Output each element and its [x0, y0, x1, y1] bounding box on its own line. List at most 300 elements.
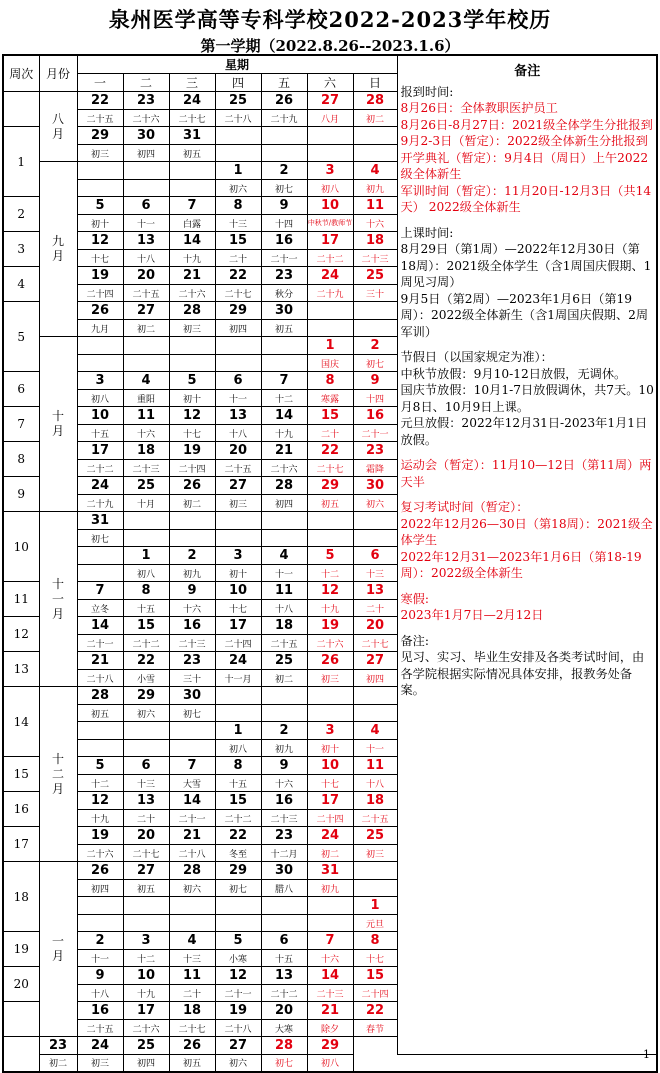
day-number: 27 [215, 1037, 261, 1055]
day-number: 30 [169, 687, 215, 705]
lunar-date: 二十八 [215, 110, 261, 127]
day-number: 11 [169, 967, 215, 985]
weekday-header: 六 [307, 74, 353, 92]
lunar-date: 初三 [77, 1055, 123, 1072]
week-number: 18 [3, 862, 39, 932]
lunar-date [261, 145, 307, 162]
lunar-date: 十四 [353, 390, 397, 407]
lunar-date: 中秋节/教师节 [307, 215, 353, 232]
lunar-date: 初四 [123, 145, 169, 162]
day-number: 8 [353, 932, 397, 950]
lunar-date: 十六 [353, 215, 397, 232]
day-number: 29 [215, 862, 261, 880]
lunar-date: 十二 [123, 950, 169, 967]
day-number: 15 [123, 617, 169, 635]
day-number: 2 [77, 932, 123, 950]
note-line: 中秋节放假：9月10-12日放假，无调休。 [400, 366, 627, 381]
lunar-date: 十六 [169, 600, 215, 617]
week-number: 4 [3, 267, 39, 302]
note-line: 开学典礼（暂定）：9月4日（周日）上午2022级全体新生 [400, 150, 649, 181]
lunar-date: 二十八 [215, 1020, 261, 1037]
day-number [77, 337, 123, 355]
day-number: 11 [123, 407, 169, 425]
lunar-date: 十九 [261, 425, 307, 442]
page-number: 1 [643, 1048, 650, 1061]
day-number: 30 [353, 477, 397, 495]
lunar-date: 十七 [215, 600, 261, 617]
day-number [353, 302, 397, 320]
week-number: 10 [3, 512, 39, 582]
lunar-date: 二十五 [353, 810, 397, 827]
lunar-date [261, 530, 307, 547]
lunar-date [169, 915, 215, 932]
lunar-date: 二十六 [307, 635, 353, 652]
weekday-header: 二 [123, 74, 169, 92]
lunar-date: 二十四 [215, 635, 261, 652]
day-number: 5 [307, 547, 353, 565]
lunar-date: 初九 [169, 565, 215, 582]
lunar-date: 十一 [353, 740, 397, 757]
day-number: 19 [169, 442, 215, 460]
day-number: 24 [307, 267, 353, 285]
lunar-date: 二十三 [261, 810, 307, 827]
day-number: 21 [307, 1002, 353, 1020]
day-number: 11 [261, 582, 307, 600]
note-line: 9月5日（第2周）—2023年1月6日（第19周）：2022级全体新生（含1周国庆假期、2周军训） [400, 291, 649, 339]
week-number: 19 [3, 932, 39, 967]
day-number: 23 [123, 92, 169, 110]
lunar-date: 初九 [261, 740, 307, 757]
day-number: 17 [307, 232, 353, 250]
lunar-date [123, 180, 169, 197]
day-number [215, 512, 261, 530]
day-number: 13 [261, 967, 307, 985]
day-number [77, 722, 123, 740]
day-number: 16 [261, 232, 307, 250]
week-number: 14 [3, 687, 39, 757]
lunar-date: 二十二 [215, 810, 261, 827]
day-number [261, 897, 307, 915]
lunar-date: 小寒 [215, 950, 261, 967]
day-number: 22 [215, 827, 261, 845]
week-number: 1 [3, 127, 39, 197]
lunar-date: 元旦 [353, 915, 397, 932]
lunar-date: 初四 [353, 670, 397, 687]
lunar-date: 二十八 [77, 670, 123, 687]
day-number: 19 [215, 1002, 261, 1020]
lunar-date: 二十 [169, 985, 215, 1002]
day-number: 3 [77, 372, 123, 390]
lunar-date: 三十 [353, 285, 397, 302]
day-number: 2 [353, 337, 397, 355]
day-number: 5 [77, 757, 123, 775]
lunar-date: 二十 [215, 250, 261, 267]
lunar-date: 二十 [123, 810, 169, 827]
day-number: 10 [215, 582, 261, 600]
day-number: 17 [307, 792, 353, 810]
day-number: 15 [215, 232, 261, 250]
day-number [77, 547, 123, 565]
day-number: 7 [169, 197, 215, 215]
note-line: 见习、实习、毕业生安排及各类考试时间，由各学院根据实际情况具体安排，报教务处备案。 [400, 650, 645, 697]
week-number: 2 [3, 197, 39, 232]
weekday-header: 三 [169, 74, 215, 92]
lunar-date: 初六 [353, 495, 397, 512]
day-number: 27 [307, 92, 353, 110]
lunar-date: 初三 [215, 495, 261, 512]
lunar-date [261, 915, 307, 932]
lunar-date [77, 565, 123, 582]
lunar-date: 十三 [123, 775, 169, 792]
day-number: 26 [77, 302, 123, 320]
lunar-date: 二十四 [77, 285, 123, 302]
day-number [353, 862, 397, 880]
lunar-date [169, 530, 215, 547]
day-number: 22 [353, 1002, 397, 1020]
note-line: 国庆节放假：10月1-7日放假调休，共7天。10月8日、10月9日上课。 [400, 383, 654, 414]
day-number: 29 [215, 302, 261, 320]
lunar-date [169, 740, 215, 757]
week-number: 8 [3, 442, 39, 477]
day-number: 18 [353, 792, 397, 810]
day-number: 12 [77, 232, 123, 250]
note-line: 备注: [400, 633, 429, 648]
day-number [261, 337, 307, 355]
lunar-date: 初六 [215, 180, 261, 197]
lunar-date [261, 355, 307, 372]
day-number: 11 [353, 757, 397, 775]
lunar-date: 二十五 [77, 110, 123, 127]
lunar-date: 十一 [77, 950, 123, 967]
lunar-date: 二十 [353, 600, 397, 617]
lunar-date: 二十一 [215, 985, 261, 1002]
day-number: 17 [123, 1002, 169, 1020]
day-number: 18 [261, 617, 307, 635]
lunar-date: 十七 [353, 950, 397, 967]
lunar-date: 十一 [215, 390, 261, 407]
day-number [169, 512, 215, 530]
lunar-date: 十八 [261, 600, 307, 617]
lunar-date: 十八 [215, 425, 261, 442]
lunar-date: 初七 [261, 1055, 307, 1072]
day-number: 4 [169, 932, 215, 950]
day-number: 10 [307, 197, 353, 215]
day-number: 27 [123, 862, 169, 880]
lunar-date: 二十七 [307, 460, 353, 477]
note-line: 2022年12月26—30日（第18周）：2021级全体学生 [400, 516, 653, 547]
day-number [353, 512, 397, 530]
lunar-date: 十八 [353, 775, 397, 792]
week-number: 9 [3, 477, 39, 512]
weekday-header: 四 [215, 74, 261, 92]
lunar-date: 十三 [169, 950, 215, 967]
day-number [307, 127, 353, 145]
notes-column [397, 55, 657, 1055]
lunar-date [307, 145, 353, 162]
lunar-date: 初八 [307, 180, 353, 197]
lunar-date: 二十七 [123, 845, 169, 862]
lunar-date: 二十五 [123, 285, 169, 302]
lunar-date: 十一 [261, 565, 307, 582]
month-label: 一 月 [39, 862, 77, 1037]
lunar-date: 十五 [261, 950, 307, 967]
day-number: 10 [77, 407, 123, 425]
day-number: 6 [261, 932, 307, 950]
lunar-date [353, 705, 397, 722]
lunar-date: 三十 [169, 670, 215, 687]
day-number: 9 [77, 967, 123, 985]
weekday-header: 日 [353, 74, 397, 92]
lunar-date: 二十二 [77, 460, 123, 477]
lunar-date: 初六 [123, 705, 169, 722]
lunar-date: 九月 [77, 320, 123, 337]
lunar-date [123, 740, 169, 757]
note-line: 寒假: [400, 591, 429, 606]
day-number: 15 [353, 967, 397, 985]
day-number: 6 [123, 757, 169, 775]
day-number: 24 [307, 827, 353, 845]
day-number: 23 [39, 1037, 77, 1055]
lunar-date: 春节 [353, 1020, 397, 1037]
day-number: 17 [215, 617, 261, 635]
day-number: 23 [169, 652, 215, 670]
lunar-date: 十五 [77, 425, 123, 442]
lunar-date: 初四 [215, 320, 261, 337]
day-number: 31 [307, 862, 353, 880]
day-number: 8 [307, 372, 353, 390]
day-number [307, 512, 353, 530]
lunar-date: 重阳 [123, 390, 169, 407]
lunar-date: 腊八 [261, 880, 307, 897]
lunar-date: 二十五 [215, 460, 261, 477]
day-number: 31 [77, 512, 123, 530]
lunar-date: 二十四 [353, 985, 397, 1002]
lunar-date: 二十一 [261, 250, 307, 267]
day-number: 12 [215, 967, 261, 985]
day-number: 16 [169, 617, 215, 635]
week-header: 周次 [3, 55, 39, 92]
day-number: 9 [169, 582, 215, 600]
lunar-date [77, 740, 123, 757]
day-number: 16 [353, 407, 397, 425]
day-number [123, 512, 169, 530]
lunar-date: 八月 [307, 110, 353, 127]
day-number: 14 [261, 407, 307, 425]
note-line: 军训时间（暂定）：11月20日-12月3日（共14天） 2022级全体新生 [400, 183, 652, 214]
lunar-date [77, 915, 123, 932]
day-number: 1 [215, 162, 261, 180]
note-line: 8月26日-8月27日：2021级全体学生分批报到 [400, 117, 653, 132]
page-title: 泉州医学高等专科学校2022-2023学年校历 [108, 7, 552, 32]
day-number: 25 [261, 652, 307, 670]
lunar-date: 初三 [169, 320, 215, 337]
week-number [3, 92, 39, 127]
day-number: 20 [261, 1002, 307, 1020]
lunar-date: 二十三 [307, 985, 353, 1002]
lunar-date: 初八 [77, 390, 123, 407]
day-number: 13 [215, 407, 261, 425]
day-number: 26 [169, 477, 215, 495]
day-number: 13 [123, 792, 169, 810]
lunar-date: 二十二 [123, 635, 169, 652]
lunar-date [215, 355, 261, 372]
week-number: 13 [3, 652, 39, 687]
day-number: 1 [215, 722, 261, 740]
day-number: 12 [77, 792, 123, 810]
day-number: 20 [123, 827, 169, 845]
lunar-date: 二十六 [77, 845, 123, 862]
lunar-date: 二十五 [77, 1020, 123, 1037]
lunar-date: 国庆 [307, 355, 353, 372]
day-number [77, 897, 123, 915]
lunar-date: 二十七 [169, 110, 215, 127]
day-number: 22 [307, 442, 353, 460]
day-number: 12 [307, 582, 353, 600]
lunar-date [307, 915, 353, 932]
month-label: 八 月 [39, 92, 77, 162]
day-number: 10 [123, 967, 169, 985]
day-number: 8 [123, 582, 169, 600]
lunar-date: 十二 [307, 565, 353, 582]
week-number: 6 [3, 372, 39, 407]
week-number: 12 [3, 617, 39, 652]
day-number [261, 512, 307, 530]
lunar-date: 十九 [77, 810, 123, 827]
lunar-date: 二十一 [169, 810, 215, 827]
note-line: 2023年1月7日—2月12日 [400, 608, 544, 622]
day-number: 26 [261, 92, 307, 110]
lunar-date: 十四 [261, 215, 307, 232]
lunar-date: 初八 [215, 740, 261, 757]
lunar-date [353, 530, 397, 547]
weekday-header: 五 [261, 74, 307, 92]
month-label: 十 一 月 [39, 512, 77, 687]
day-number [215, 687, 261, 705]
day-number [215, 127, 261, 145]
lunar-date: 二十九 [77, 495, 123, 512]
lunar-date: 初八 [123, 565, 169, 582]
lunar-date [215, 705, 261, 722]
lunar-date: 初五 [169, 1055, 215, 1072]
week-number [3, 1002, 39, 1037]
lunar-date [123, 355, 169, 372]
note-line: 元旦放假：2022年12月31日-2023年1月1日放假。 [400, 416, 648, 447]
day-number: 2 [169, 547, 215, 565]
lunar-date: 初十 [307, 740, 353, 757]
day-number: 25 [215, 92, 261, 110]
day-number: 25 [353, 267, 397, 285]
day-number: 3 [307, 162, 353, 180]
day-number: 3 [215, 547, 261, 565]
day-number: 25 [123, 477, 169, 495]
day-number: 12 [169, 407, 215, 425]
day-number: 26 [307, 652, 353, 670]
lunar-date: 初八 [307, 1055, 353, 1072]
lunar-date: 二十二 [307, 250, 353, 267]
lunar-date [123, 530, 169, 547]
day-number: 5 [169, 372, 215, 390]
month-header: 月份 [39, 55, 77, 92]
day-number: 4 [261, 547, 307, 565]
day-number: 19 [77, 827, 123, 845]
lunar-date: 十六 [123, 425, 169, 442]
day-number: 29 [307, 1037, 353, 1055]
day-number: 13 [123, 232, 169, 250]
day-number: 15 [215, 792, 261, 810]
day-number: 29 [77, 127, 123, 145]
lunar-date [307, 320, 353, 337]
lunar-date: 十六 [307, 950, 353, 967]
lunar-date: 初三 [77, 145, 123, 162]
lunar-date: 十九 [123, 985, 169, 1002]
day-number: 4 [123, 372, 169, 390]
lunar-date: 初五 [307, 495, 353, 512]
lunar-date: 十七 [169, 425, 215, 442]
lunar-date [261, 705, 307, 722]
lunar-date: 初十 [215, 565, 261, 582]
week-number: 15 [3, 757, 39, 792]
day-number: 9 [353, 372, 397, 390]
day-number: 29 [307, 477, 353, 495]
lunar-date: 初二 [307, 845, 353, 862]
day-number: 9 [261, 757, 307, 775]
day-number: 30 [123, 127, 169, 145]
day-number: 18 [353, 232, 397, 250]
lunar-date: 二十一 [353, 425, 397, 442]
day-number: 2 [261, 722, 307, 740]
lunar-date: 十六 [261, 775, 307, 792]
day-number: 19 [77, 267, 123, 285]
day-number: 28 [77, 687, 123, 705]
week-number: 11 [3, 582, 39, 617]
day-number: 29 [123, 687, 169, 705]
lunar-date: 二十六 [169, 285, 215, 302]
day-number: 1 [353, 897, 397, 915]
note-line: 节假日（以国家规定为准）： [400, 350, 553, 364]
day-number: 4 [353, 722, 397, 740]
day-number [353, 687, 397, 705]
lunar-date: 十一月 [215, 670, 261, 687]
day-number: 24 [169, 92, 215, 110]
day-number: 5 [215, 932, 261, 950]
lunar-date: 初九 [353, 180, 397, 197]
day-number [353, 127, 397, 145]
day-number: 15 [307, 407, 353, 425]
note-line: 9月2-3日（暂定）：2022级全体新生分批报到 [400, 134, 648, 148]
day-number: 22 [77, 92, 123, 110]
note-line: 8月29日（第1周）—2022年12月30日（第18周）：2021级全体学生（含1周国庆假期、1周见习周） [400, 242, 652, 289]
lunar-date [77, 180, 123, 197]
lunar-date: 初四 [123, 1055, 169, 1072]
day-number [169, 337, 215, 355]
lunar-date: 初四 [261, 495, 307, 512]
note-line: 复习考试时间（暂定）： [400, 500, 529, 514]
lunar-date: 二十七 [353, 635, 397, 652]
month-label: 十 月 [39, 337, 77, 512]
day-number [169, 722, 215, 740]
day-number [307, 302, 353, 320]
day-number: 3 [123, 932, 169, 950]
day-number [123, 337, 169, 355]
day-number: 4 [353, 162, 397, 180]
week-number: 5 [3, 302, 39, 372]
lunar-date: 初七 [169, 705, 215, 722]
lunar-date: 十七 [307, 775, 353, 792]
lunar-date: 十二 [261, 390, 307, 407]
day-number: 21 [261, 442, 307, 460]
lunar-date: 霜降 [353, 460, 397, 477]
lunar-date: 白露 [169, 215, 215, 232]
